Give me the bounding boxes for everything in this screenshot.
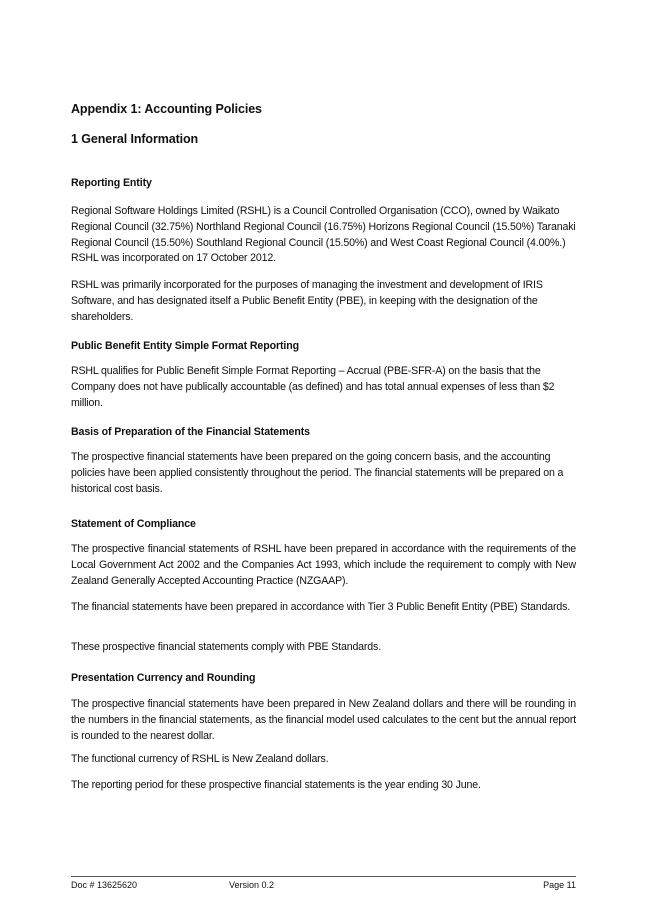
- heading-statement-of-compliance: Statement of Compliance: [71, 518, 196, 530]
- heading-presentation-currency: Presentation Currency and Rounding: [71, 672, 256, 684]
- heading-pbe-simple-format: Public Benefit Entity Simple Format Reporting: [71, 340, 299, 352]
- section-title: 1 General Information: [71, 132, 199, 146]
- paragraph: RSHL qualifies for Public Benefit Simple Format Reporting – Accrual (PBE-SFR-A) on the basis that the Company does not have publically accountable (as defined) and has total annual expenses of less than $2 million.: [71, 365, 555, 409]
- footer-version: Version 0.2: [229, 880, 275, 890]
- paragraph: The financial statements have been prepared in accordance with Tier 3 Public Benefit Entity (PBE) Standards.: [71, 601, 571, 613]
- footer-page-number: Page 11: [543, 880, 576, 890]
- paragraph: Regional Software Holdings Limited (RSHL) is a Council Controlled Organisation (CCO), owned by Waikato Regional Council (32.75%) Northland Regional Council (16.75%) Horizons Regional Council (15.50%) Taranaki Regional Council (15.50%) Southland Regional Council (15.50%) and West Coast Regional Council (4.00%.) RSHL was incorporated on 17 October 2012.: [71, 205, 576, 265]
- paragraph: The prospective financial statements of RSHL have been prepared in accordance with the requirements of the Local Government Act 2002 and the Companies Act 1993, which include the requirement to comply with New Zealand Generally Accepted Accounting Practice (NZGAAP).: [71, 543, 576, 587]
- paragraph: The prospective financial statements have been prepared on the going concern basis, and the accounting policies have been applied consistently throughout the period. The financial statements will be prepared on a historical cost basis.: [71, 451, 564, 495]
- heading-reporting-entity: Reporting Entity: [71, 177, 152, 189]
- footer-doc-number: Doc # 13625620: [71, 880, 138, 890]
- paragraph: RSHL was primarily incorporated for the purposes of managing the investment and development of IRIS Software, and has designated itself a Public Benefit Entity (PBE), in keeping with the designation of the shareholders.: [71, 279, 543, 323]
- paragraph: The functional currency of RSHL is New Zealand dollars.: [71, 753, 329, 765]
- paragraph: The prospective financial statements have been prepared in New Zealand dollars and there will be rounding in the numbers in the financial statements, as the financial model used calculates to the cent but the annual report is rounded to the nearest dollar.: [71, 698, 576, 742]
- appendix-title: Appendix 1: Accounting Policies: [71, 102, 262, 116]
- footer-divider: [71, 876, 576, 877]
- paragraph: The reporting period for these prospective financial statements is the year ending 30 June.: [71, 779, 481, 791]
- heading-basis-of-preparation: Basis of Preparation of the Financial Statements: [71, 426, 310, 438]
- paragraph: These prospective financial statements comply with PBE Standards.: [71, 641, 381, 653]
